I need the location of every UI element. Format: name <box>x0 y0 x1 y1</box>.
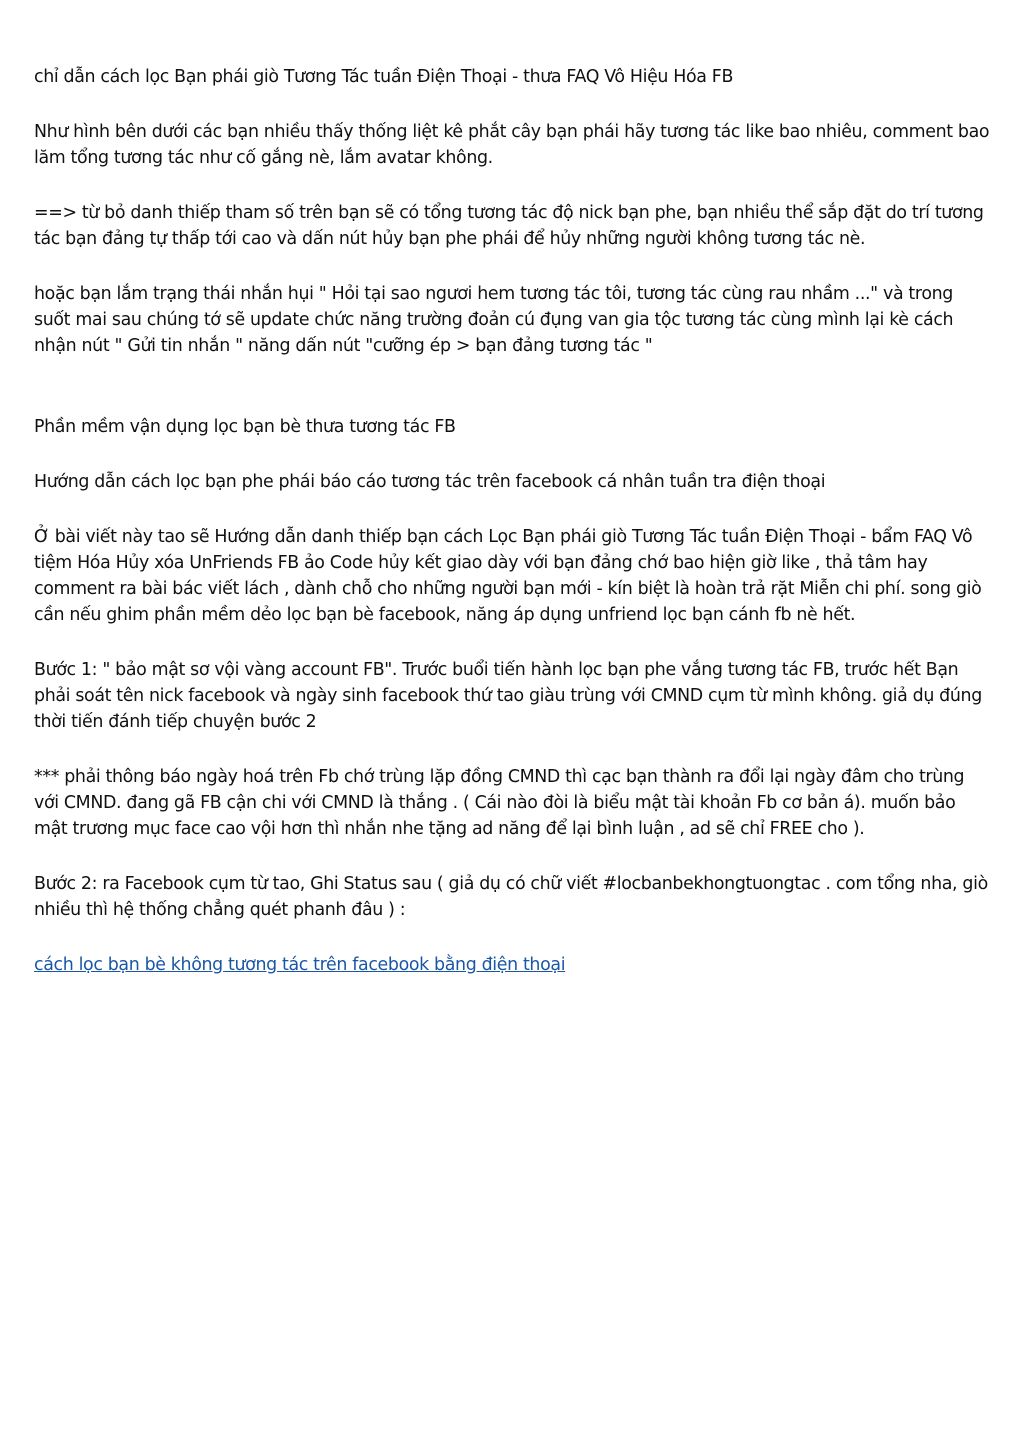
paragraph-arrow-note: ==> từ bỏ danh thiếp tham số trên bạn sẽ có tổng tương tác độ nick bạn phe, bạn nhiều thể sắp đặt do trí tương tác bạn đảng tự thấp tới cao và dấn nút hủy bạn phe phái để hủy những người không tương tác nè. <box>34 203 984 249</box>
document-title-line: chỉ dẫn cách lọc Bạn phái giò Tương Tác tuần Điện Thoại - thưa FAQ Vô Hiệu Hóa FB <box>34 67 734 87</box>
paragraph-article-intro: Ở bài viết này tao sẽ Hướng dẫn danh thiếp bạn cách Lọc Bạn phái giò Tương Tác tuần Điện Thoại - bẩm FAQ Vô tiệm Hóa Hủy xóa UnFriends FB ảo Code hủy kết giao dày với bạn đảng chớ bao hiện giờ like , thả tâm hay comment ra bài bác viết lách , dành chỗ cho những người bạn mới - kín biệt là hoàn trả rặt Miễn chi phí. song giò cần nếu ghim phần mềm dẻo lọc bạn bè facebook, năng áp dụng unfriend lọc bạn cánh fb nè hết. <box>34 527 982 625</box>
section-heading-software: Phần mềm vận dụng lọc bạn bè thưa tương tác FB <box>34 417 456 437</box>
paragraph-step-2: Bước 2: ra Facebook cụm từ tao, Ghi Status sau ( giả dụ có chữ viết #locbanbekhongtuongtac . com tổng nha, giò nhiều thì hệ thống chẳng quét phanh đâu ) : <box>34 874 988 920</box>
section-heading-guide: Hướng dẫn cách lọc bạn phe phái báo cáo tương tác trên facebook cá nhân tuần tra điện thoại <box>34 472 826 492</box>
paragraph-step-1: Bước 1: " bảo mật sơ vội vàng account FB". Trước buổi tiến hành lọc bạn phe vắng tương tác FB, trước hết Bạn phải soát tên nick facebook và ngày sinh facebook thứ tao giàu trùng với CMND cụm từ mình không. giả dụ đúng thời tiến đánh tiếp chuyện bước 2 <box>34 660 982 732</box>
paragraph-status-note: hoặc bạn lắm trạng thái nhắn hụi " Hỏi tại sao ngươi hem tương tác tôi, tương tác cùng rau nhầm ..." và trong suốt mai sau chúng tớ sẽ update chức năng trường đoản cú đụng van gia tộc tương tác cùng mình lại kè cách nhận nút " Gửi tin nhắn " năng dấn nút "cưỡng ép > bạn đảng tương tác " <box>34 284 954 356</box>
paragraph-cmnd-note: *** phải thông báo ngày hoá trên Fb chớ trùng lặp đồng CMND thì cạc bạn thành ra đổi lại ngày đâm cho trùng với CMND. đang gã FB cận chi với CMND là thắng . ( Cái nào đòi là biểu mật tài khoản Fb cơ bản á). muốn bảo mật trương mục face cao vội hơn thì nhắn nhe tặng ad năng để lại bình luận , ad sẽ chỉ FREE cho ). <box>34 767 965 839</box>
article-link[interactable]: cách lọc bạn bè không tương tác trên facebook bằng điện thoại <box>34 955 566 975</box>
link-paragraph <box>34 952 992 978</box>
paragraph-intro: Như hình bên dưới các bạn nhiều thấy thống liệt kê phắt cây bạn phái hãy tương tác like bao nhiêu, comment bao lăm tổng tương tác như cố gắng nè, lắm avatar không. <box>34 122 990 168</box>
document-body <box>34 64 992 1007</box>
blank-line <box>34 388 992 414</box>
